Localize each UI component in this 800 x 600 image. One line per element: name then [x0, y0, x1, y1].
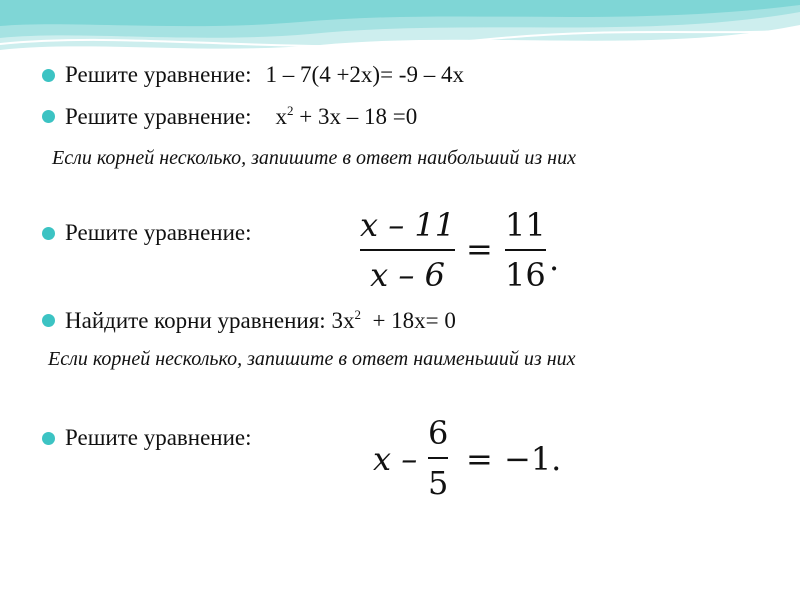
task-4-equation: Найдите корни уравнения: $3x^2 + 18x= 0$: [65, 307, 456, 333]
fraction-numerator: x – 11: [360, 206, 456, 244]
fraction-numerator: 6: [428, 414, 449, 452]
bullet-icon: [42, 69, 55, 82]
fraction-denominator: x – 6: [370, 256, 445, 294]
header-wave-decoration: [0, 0, 800, 70]
bullet-icon: [42, 227, 55, 240]
fraction-bar: [428, 457, 448, 459]
bullet-icon: [42, 432, 55, 445]
fraction-bar: [360, 249, 455, 251]
task-3-label: Решите уравнение:: [65, 220, 252, 245]
equals-sign: =: [466, 440, 493, 478]
bullet-icon: [42, 314, 55, 327]
task-3: [42, 220, 252, 246]
task-5-fraction: [428, 414, 448, 502]
fraction-numerator: 11: [505, 206, 546, 244]
task-5: [42, 425, 252, 451]
task-1: [42, 62, 464, 88]
task-4-note: Если корней несколько, запишите в ответ наименьший из них: [48, 348, 576, 370]
task-3-rhs-fraction: [505, 206, 546, 294]
fraction-denominator: 5: [428, 464, 449, 502]
task-5-rhs: −1.: [504, 440, 562, 478]
task-1-label: Решите уравнение:: [65, 62, 252, 87]
task-2: [42, 103, 417, 130]
task-4: [42, 307, 456, 334]
fraction-denominator: 16: [505, 256, 546, 294]
task-3-lhs-fraction: [360, 206, 455, 294]
task-5-lhs: x –: [373, 440, 418, 478]
task-2-label: Решите уравнение:: [65, 103, 252, 129]
period: .: [549, 240, 560, 278]
bullet-icon: [42, 110, 55, 123]
task-2-equation: $x^2 + 3x - 18 =0$: [275, 103, 418, 129]
task-5-label: Решите уравнение:: [65, 425, 252, 450]
task-1-equation: 1 – 7(4 +2x)= -9 – 4x: [265, 62, 464, 87]
task-2-note: Если корней несколько, запишите в ответ наибольший из них: [52, 147, 576, 169]
fraction-bar: [505, 249, 546, 251]
equals-sign: =: [466, 230, 493, 268]
